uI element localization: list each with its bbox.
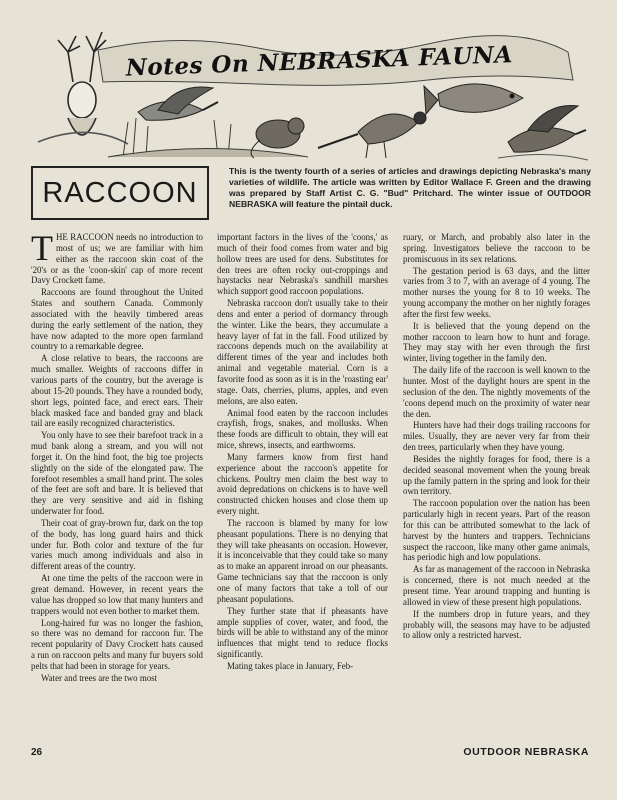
paragraph: HE RACCOON needs no introduction to most of us; we are familiar with him either as the raccoon skin coat of the '20's or as the 'coon-skin' cap of more recent Davy Crockett fame.	[31, 232, 203, 286]
duck-figure	[498, 106, 588, 161]
pheasant-figure	[318, 112, 426, 158]
article-title: RACCOON	[42, 176, 198, 209]
paragraph: Many farmers know from first hand experience about the raccoon's appetite for chickens. Poultry men claim the best way to avoid depredations on chickens is to have well constructed chicken houses and close them up every night.	[217, 451, 388, 517]
paragraph: important factors in the lives of the 'coons,' as much of their food comes from water and big hollow trees are used for dens. Substitutes for den trees are often rocky out-croppings and haystacks near Nebraska's sandhill marshes which support good raccoon populations.	[217, 232, 388, 297]
paragraph: Nebraska raccoon don't usually take to their dens and enter a period of dormancy through the winter. Like the bears, they accumulate a heavy layer of fat in the fall. Food utilized by raccoons depends much on the availability at different times of the year and includes both animal and vegetable material. Corn is a favorite food as soon as it is in the 'roasting ear' stage. Oats, cherries, plums, apples, and even melons, are also eaten.	[217, 298, 388, 406]
paragraph: The raccoon is blamed by many for low pheasant populations. There is no denying that they will take pheasants on occasion. However, it is inconceivable that they could take so many as to make an apparent inroad on our pheasants. Game technicians say that the raccoon is only one of many factors that take a toll of our pheasant populations.	[217, 517, 388, 604]
paragraph: Besides the nightly forages for food, there is a decided seasonal movement when the young break up the family pattern in the spring and look for their own territory.	[403, 453, 590, 497]
paragraph: You only have to see their barefoot track in a mud bank along a stream, and you will not forget it. On the hind foot, the big toe projects slightly on the side of the elongated paw. The forefoot resembles a small hand print. The soles of the feet are soft and bare. It is believed that they are very sensitive and aid in fishing underwater for food.	[31, 430, 203, 517]
paragraph: At one time the pelts of the raccoon were in great demand. However, in recent years the value has dropped so low that many hunters and trappers would not even bother to market them.	[31, 573, 203, 616]
publication-name: OUTDOOR NEBRASKA	[463, 746, 589, 758]
article-intro: This is the twenty fourth of a series of articles and drawings depicting Nebraska's many varieties of wildlife. The article was written by Editor Wallace F. Green and the drawing was prepared by Staff Artist C. G. "Bud" Pritchard. The winter issue of OUTDOOR NEBRASKA will feature the pintail duck.	[229, 166, 591, 209]
paragraph: The gestation period is 63 days, and the litter varies from 3 to 7, with an average of 4 young. The mother nurses the young for 8 to 10 weeks. The young accompany the mother on her nightly forages after the first few weeks.	[403, 265, 590, 319]
paragraph: As far as management of the raccoon in Nebraska is concerned, there is not much needed at the present time. Year around trapping and hunting is allowed in view of these present high populations.	[403, 564, 590, 607]
paragraph: It is believed that the young depend on the mother raccoon to learn how to hunt and forage. They may stay with her even through the first winter, living together in the family den.	[403, 320, 590, 364]
paragraph: Water and trees are the two most	[41, 672, 158, 683]
paragraph: Hunters have had their dogs trailing raccoons for miles. Usually, they are never very far from their den trees, particularly when they have young.	[403, 420, 590, 453]
paragraph: Mating takes place in January, Feb-	[227, 660, 354, 671]
article-title-box	[31, 166, 209, 220]
paragraph: Raccoons are found throughout the United States and southern Canada. Commonly associated with the heavily timbered areas during the early settlement of the nation, they have now adapted to the more open farmland country to a remarkable degree.	[31, 287, 203, 352]
paragraph: They further state that if pheasants have ample supplies of cover, water, and food, the birds will be able to withstand any of the minor influences that might tend to reduce flocks significantly.	[217, 605, 388, 660]
text-column-2	[217, 232, 388, 737]
paragraph: The daily life of the raccoon is well known to the hunter. Most of the daylight hours are spent in the seclusion of the den. The nightly movements of the 'coons depend much on the proximity of water near the den.	[403, 365, 590, 419]
paragraph: Long-haired fur was no longer the fashion, so there was no demand for raccoon fur. The recent popularity of Davy Crockett hats caused a run on raccoon pelts and many fur buyers sold pelts that had been in storage for years.	[31, 617, 203, 671]
paragraph: Animal food eaten by the raccoon includes crayfish, frogs, snakes, and mollusks. When these foods are difficult to obtain, they will eat mice, shrews, insects, and earthworms.	[217, 407, 388, 451]
text-column-1	[31, 232, 203, 737]
text-column-3	[403, 232, 590, 737]
banner-illustration	[28, 22, 588, 162]
banner-title: Notes On NEBRASKA FAUNA	[125, 41, 514, 82]
drop-cap: T	[31, 232, 53, 268]
paragraph: Their coat of gray-brown fur, dark on the top of the body, has long guard hairs and thick under fur. Both color and texture of the fur varies much among individuals and also in different areas of the country.	[31, 517, 203, 572]
page-number: 26	[31, 747, 43, 758]
paragraph: ruary, or March, and probably also later in the spring. Investigators believe the raccoon to be promiscuous in its sex relations.	[403, 232, 590, 264]
paragraph: A close relative to bears, the raccoons are much smaller. Weights of raccoons differ in various parts of the country, but the average is about 15-20 pounds. They have a rounded body, short legs, pointed face, and erect ears. Their black masked face and banded gray and black tail are easily recognized characteristics.	[31, 353, 203, 429]
paragraph: If the numbers drop in future years, and they probably will, the seasons may have to be adjusted to allow only a restricted harvest.	[403, 608, 590, 641]
bass-figure	[424, 84, 523, 114]
paragraph: The raccoon population over the nation has been particularly high in recent years. Part of the reason for this can be attributed somewhat to the lack of harvest by the hunters and trappers. Technicians suspect the raccoon, like many other game animals, has periodic high and low populations.	[403, 498, 590, 563]
